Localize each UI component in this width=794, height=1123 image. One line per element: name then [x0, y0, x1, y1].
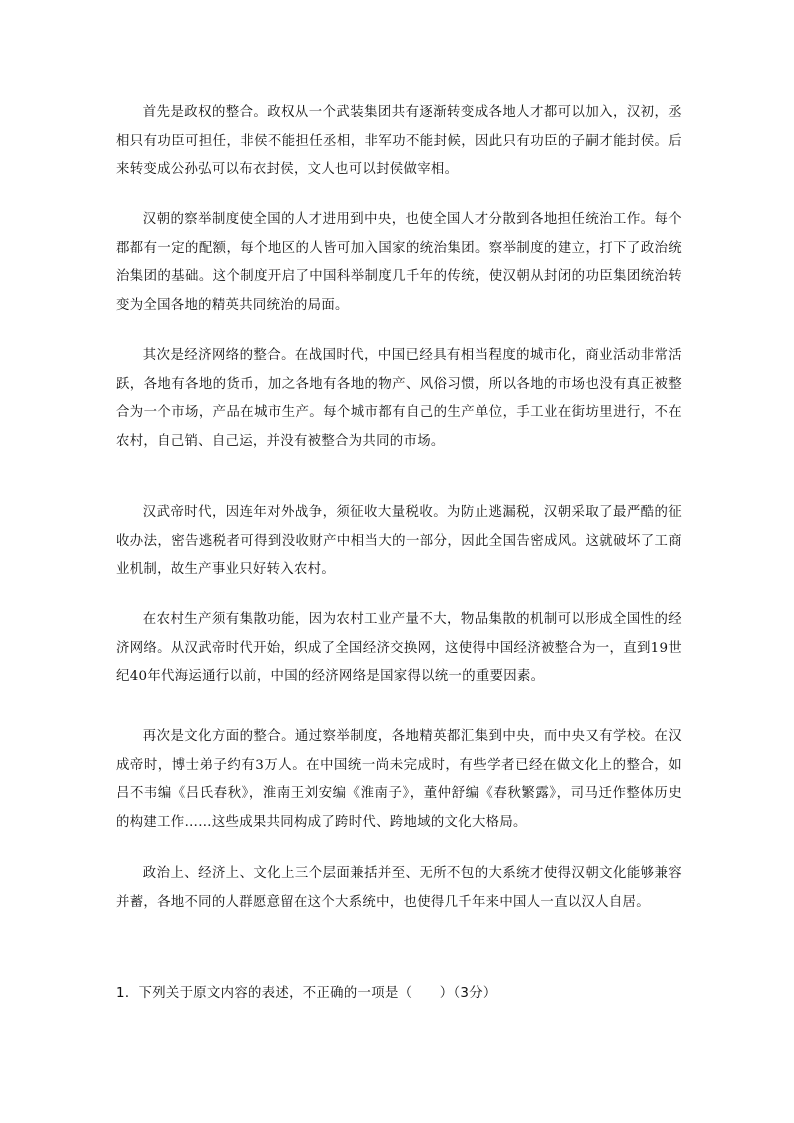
- paragraph-economic-network: 其次是经济网络的整合。在战国时代，中国已经具有相当程度的城市化，商业活动非常活跃，各地有各地的货币，加之各地有各地的物产、风俗习惯，所以各地的市场也没有真正被整合为一个市场，产品在城市生产。每个城市都有自己的生产单位，手工业在街坊里进行，不在农村，自己销、自己运，并没有被整合为共同的市场。: [116, 348, 682, 449]
- paragraph-political-integration: 首先是政权的整合。政权从一个武装集团共有逐渐转变成各地人才都可以加入，汉初，丞相只有功臣可担任，非侯不能担任丞相，非军功不能封候，因此只有功臣的子嗣才能封侯。后来转变成公孙弘可以布衣封侯，文人也可以封侯做宰相。: [116, 105, 682, 177]
- paragraph-rural-production: 在农村生产须有集散功能，因为农村工业产量不大，物品集散的机制可以形成全国性的经济网络。从汉武帝时代开始，织成了全国经济交换网，这使得中国经济被整合为一，直到19世纪40年代海运通行以前，中国的经济网络是国家得以统一的重要因素。: [116, 612, 682, 684]
- question-1: 1．下列关于原文内容的表述，不正确的一项是（ ）（3分）: [116, 986, 497, 1001]
- paragraph-chaju-system: 汉朝的察举制度使全国的人才进用到中央，也使全国人才分散到各地担任统治工作。每个郡都有一定的配额，每个地区的人皆可加入国家的统治集团。察举制度的建立，打下了政治统治集团的基础。这个制度开启了中国科举制度几千年的传统，使汉朝从封闭的功臣集团统治转变为全国各地的精英共同统治的局面。: [116, 212, 682, 313]
- paragraph-conclusion: 政治上、经济上、文化上三个层面兼括并至、无所不包的大系统才使得汉朝文化能够兼容并蓄，各地不同的人群愿意留在这个大系统中，也使得几千年来中国人一直以汉人自居。: [116, 866, 682, 910]
- paragraph-wudi-taxation: 汉武帝时代，因连年对外战争，须征收大量税收。为防止逃漏税，汉朝采取了最严酷的征收办法，密告逃税者可得到没收财产中相当大的一部分，因此全国告密成风。这就破坏了工商业机制，故生产事业只好转入农村。: [116, 505, 682, 577]
- paragraph-cultural-integration: 再次是文化方面的整合。通过察举制度，各地精英都汇集到中央，而中央又有学校。在汉成帝时，博士弟子约有3万人。在中国统一尚未完成时，有些学者已经在做文化上的整合，如吕不韦编《吕氏春秋》，淮南王刘安编《淮南子》，董仲舒编《春秋繁露》，司马迁作整体历史的构建工作……这些成果共同构成了跨时代、跨地域的文化大格局。: [116, 729, 682, 830]
